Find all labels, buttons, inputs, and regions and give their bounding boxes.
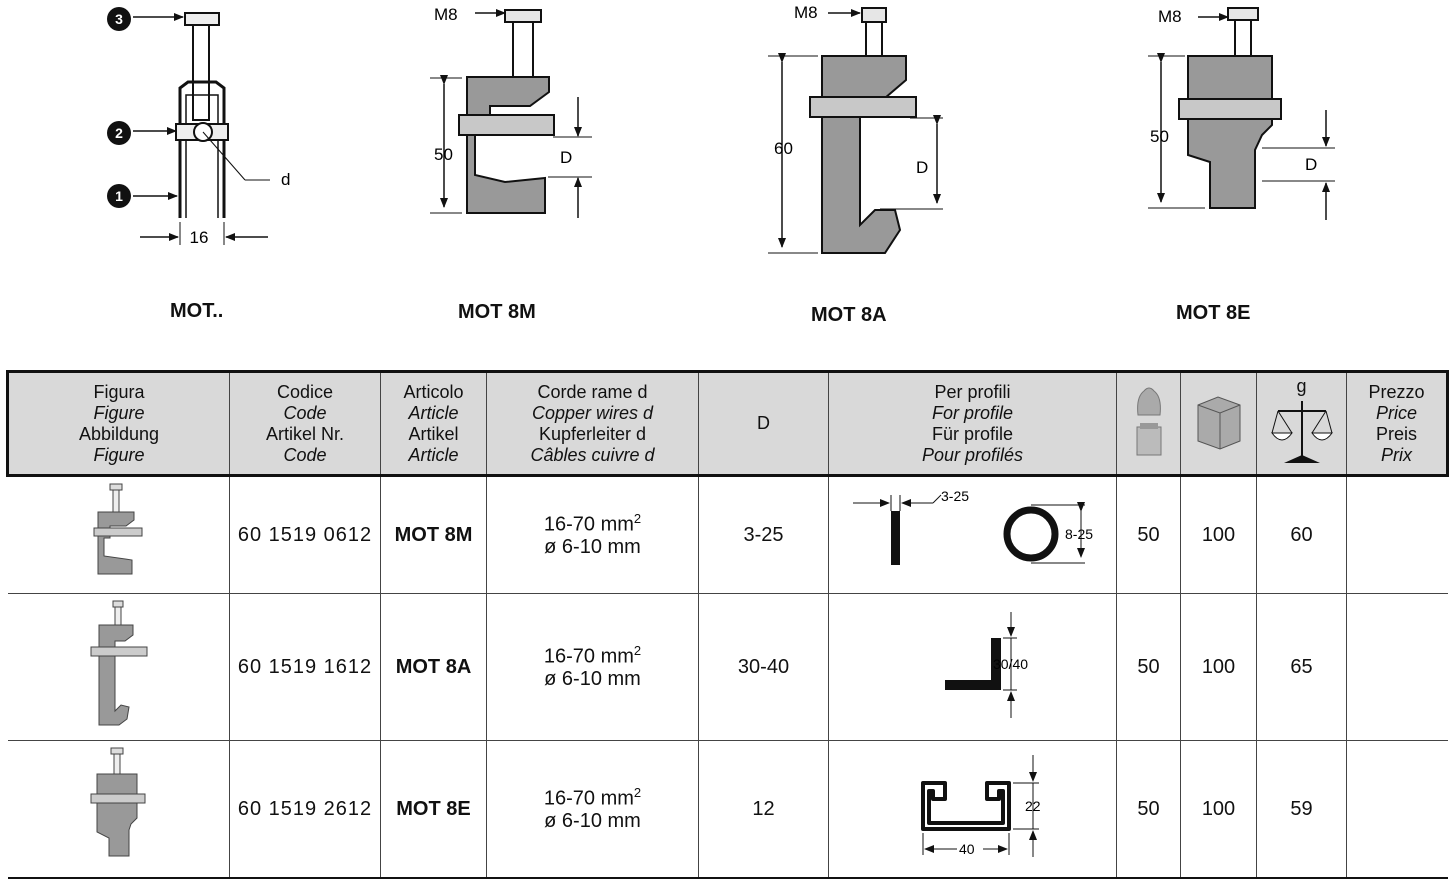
article-cell: MOT 8A <box>381 594 487 741</box>
code-cell: 60 1519 0612 <box>230 476 381 594</box>
channel-profile <box>833 741 1113 871</box>
header-box <box>1181 372 1257 476</box>
callout-3-label: 3 <box>115 11 123 27</box>
table-row <box>8 741 1448 879</box>
flat-and-round-profile <box>833 477 1113 587</box>
header-figura: Figura Figure Abbildung Figure <box>8 372 230 476</box>
mot8a-height-label: 60 <box>774 139 793 158</box>
mot8m-d-label: D <box>560 148 573 167</box>
figure-cell <box>8 741 230 879</box>
d-cell: 12 <box>699 741 829 879</box>
technical-drawings <box>0 0 1453 340</box>
code-cell: 60 1519 2612 <box>230 741 381 879</box>
wires-cell: 16-70 $mm^2$ ø 6-10 mm <box>487 741 699 879</box>
mot-drawing <box>107 7 270 245</box>
table-header <box>8 372 1448 476</box>
wires-cell: 16-70 $mm^2$ ø 6-10 mm <box>487 476 699 594</box>
svg-text:22: 22 <box>1024 798 1041 814</box>
spec-table <box>6 370 1449 879</box>
article-cell: MOT 8M <box>381 476 487 594</box>
d-cell: 30-40 <box>699 594 829 741</box>
mot8a-caption: MOT 8A <box>811 304 887 326</box>
wires-cell: 16-70 $mm^2$ ø 6-10 mm <box>487 594 699 741</box>
svg-text:8-25: 8-25 <box>1064 526 1093 542</box>
svg-text:40: 40 <box>958 841 975 857</box>
bag-icon <box>1132 383 1166 459</box>
mot-d-label: d <box>281 170 291 189</box>
table-row <box>8 594 1448 741</box>
box-qty-cell: 100 <box>1181 594 1257 741</box>
mot8e-drawing <box>1148 8 1335 220</box>
header-profili: Per profili For profile Für profile Pour profilés <box>829 372 1117 476</box>
callout-1-label: 1 <box>115 188 123 204</box>
mot8e-d-label: D <box>1305 155 1318 174</box>
header-codice: Codice Code Artikel Nr. Code <box>230 372 381 476</box>
header-articolo: Articolo Article Artikel Article <box>381 372 487 476</box>
box-qty-cell: 100 <box>1181 741 1257 879</box>
bag-qty-cell: 50 <box>1117 741 1181 879</box>
box-qty-cell: 100 <box>1181 476 1257 594</box>
mot8m-thumbnail <box>88 482 148 582</box>
header-d: D <box>699 372 829 476</box>
bag-qty-cell: 50 <box>1117 594 1181 741</box>
weight-cell: 65 <box>1257 594 1347 741</box>
mot8a-d-label: D <box>916 158 929 177</box>
mot-width-label: 16 <box>189 228 209 247</box>
mot8e-bolt-label: M8 <box>1158 7 1182 26</box>
article-cell: MOT 8E <box>381 741 487 879</box>
mot8m-drawing <box>430 10 592 218</box>
d-cell: 3-25 <box>699 476 829 594</box>
header-prezzo: Prezzo Price Preis Prix <box>1347 372 1448 476</box>
mot8e-height-label: 50 <box>1150 127 1169 146</box>
header-bag <box>1117 372 1181 476</box>
box-icon <box>1194 391 1244 451</box>
mot8e-thumbnail <box>83 746 153 866</box>
weight-cell: 59 <box>1257 741 1347 879</box>
mot8m-caption: MOT 8M <box>458 301 536 323</box>
weight-cell: 60 <box>1257 476 1347 594</box>
mot8a-drawing <box>768 8 943 253</box>
figure-cell <box>8 476 230 594</box>
price-cell <box>1347 741 1448 879</box>
callout-2-label: 2 <box>115 125 123 141</box>
mot8m-height-label: 50 <box>434 145 453 164</box>
mot-caption: MOT.. <box>170 300 224 322</box>
figure-cell <box>8 594 230 741</box>
profile-cell <box>829 476 1117 594</box>
angle-profile <box>833 594 1113 734</box>
price-cell <box>1347 476 1448 594</box>
mot8a-bolt-label: M8 <box>794 3 818 22</box>
bag-qty-cell: 50 <box>1117 476 1181 594</box>
svg-text:3-25: 3-25 <box>940 488 969 504</box>
mot8a-thumbnail <box>83 599 153 729</box>
svg-text:30/40: 30/40 <box>992 656 1028 672</box>
code-cell: 60 1519 1612 <box>230 594 381 741</box>
header-weight: g <box>1257 372 1347 476</box>
profile-cell <box>829 741 1117 879</box>
table-row <box>8 476 1448 594</box>
scale-icon <box>1270 397 1334 467</box>
header-corde: Corde rame d Copper wires d Kupferleiter d Câbles cuivre d <box>487 372 699 476</box>
mot8m-bolt-label: M8 <box>434 5 458 24</box>
price-cell <box>1347 594 1448 741</box>
mot8e-caption: MOT 8E <box>1176 302 1251 324</box>
profile-cell <box>829 594 1117 741</box>
